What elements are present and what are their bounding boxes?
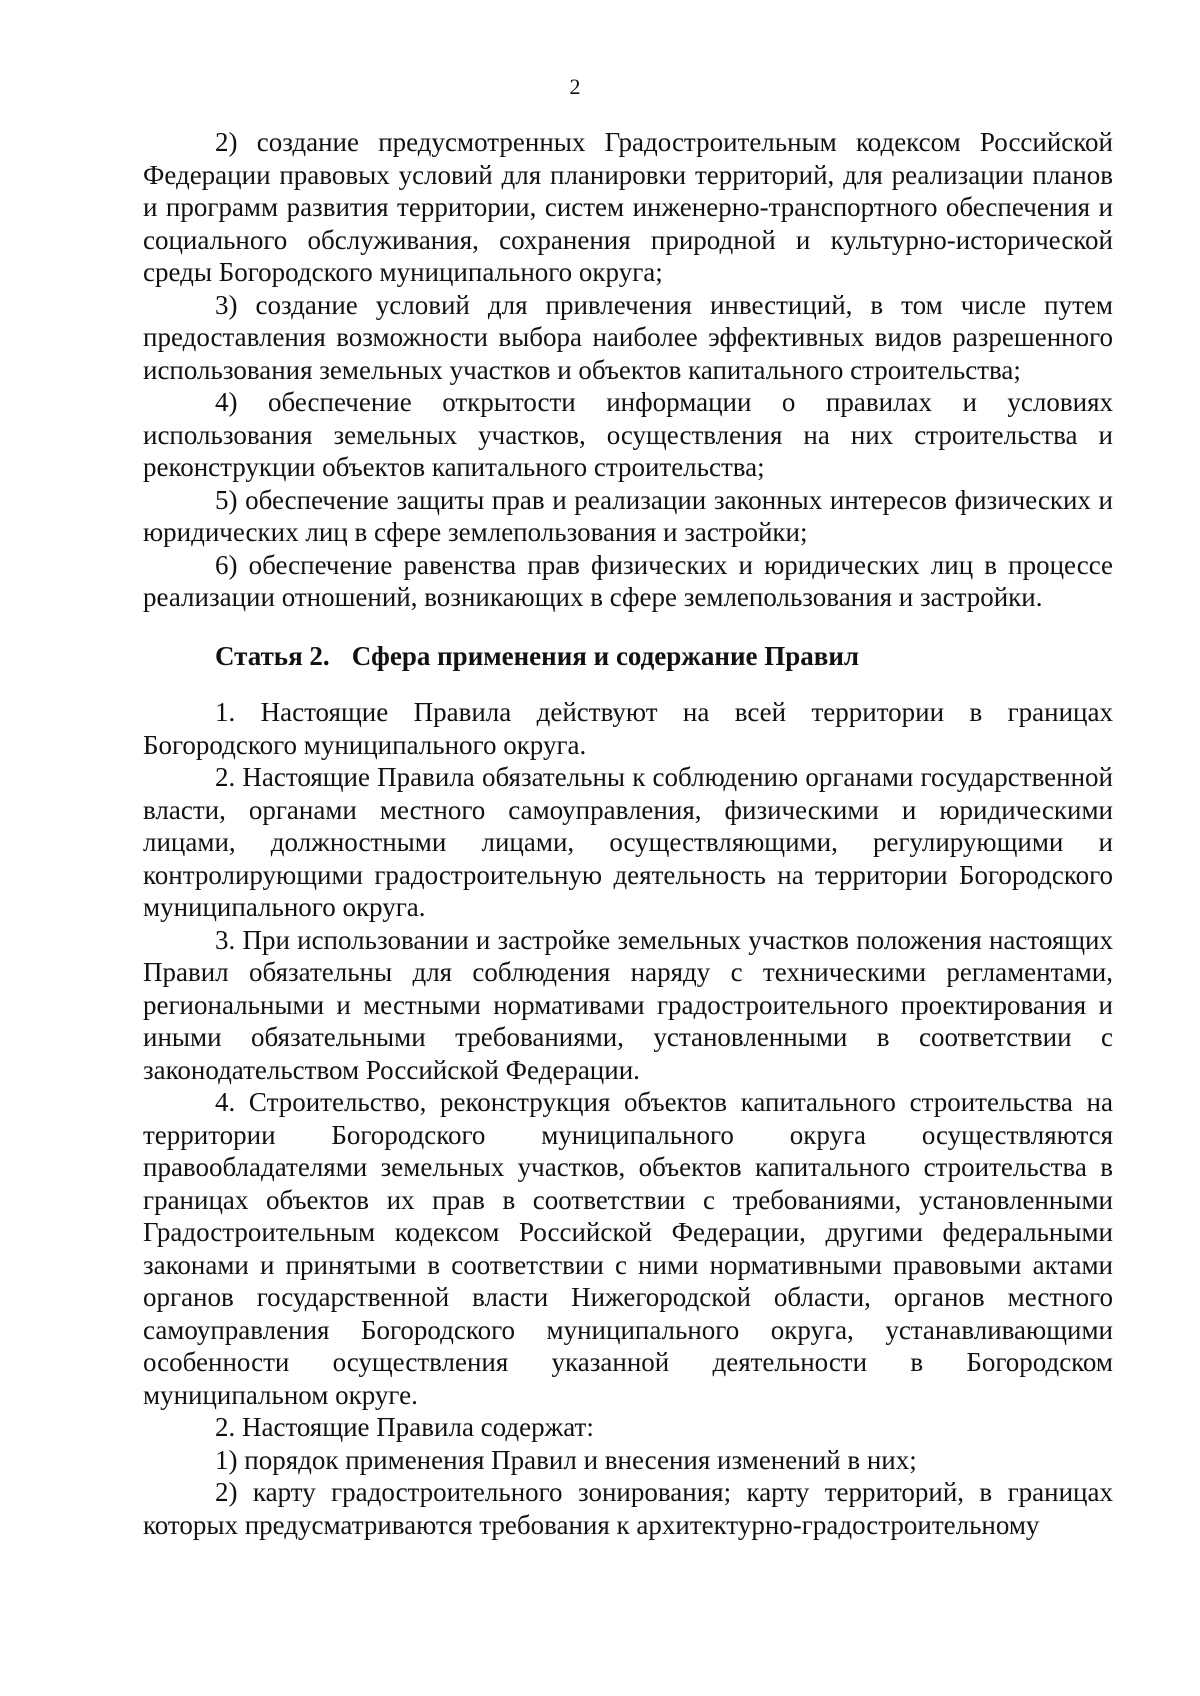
- article-paragraph-3: 3. При использовании и застройке земельных участков положения настоящих Правил обязательны для соблюдения наряду с техническими регламентами, региональными и местными нормативами градостроительного проектирования и иными обязательными требованиями, установленными в соответствии с законодательством Российской Федерации.: [143, 924, 1113, 1085]
- document-body: [143, 126, 1113, 1541]
- list-item-goal-2: 2) создание предусмотренных Градостроительным кодексом Российской Федерации правовых условий для планировки территорий, для реализации планов и программ развития территории, систем инженерно-транспортного обеспечения и социального обслуживания, сохранения природной и культурно-исторической среды Богородского муниципального округа;: [143, 127, 1113, 287]
- article-heading: [143, 640, 1113, 673]
- list-item-goal-4: 4) обеспечение открытости информации о правилах и условиях использования земельных участков, осуществления на них строительства и реконструкции объектов капитального строительства;: [143, 387, 1113, 482]
- article-number: Статья 2.: [215, 640, 330, 671]
- list-item-goal-5: 5) обеспечение защиты прав и реализации законных интересов физических и юридических лиц в сфере землепользования и застройки;: [143, 484, 1113, 547]
- article-title: Сфера применения и содержание Правил: [351, 640, 860, 671]
- contents-item-1: 1) порядок применения Правил и внесения изменений в них;: [215, 1444, 917, 1475]
- page-number: 2: [569, 74, 581, 99]
- article-paragraph-2: 2. Настоящие Правила обязательны к соблюдению органами государственной власти, органами местного самоуправления, физическими и юридическими лицами, должностными лицами, осуществляющими, регулирующими и контролирующими градостроительную деятельность на территории Богородского муниципального округа.: [143, 762, 1113, 922]
- list-item-goal-6: 6) обеспечение равенства прав физических и юридических лиц в процессе реализации отношений, возникающих в сфере землепользования и застройки.: [143, 549, 1113, 612]
- article-paragraph-contents: 2. Настоящие Правила содержат:: [215, 1412, 594, 1442]
- list-item-goal-3: 3) создание условий для привлечения инвестиций, в том числе путем предоставления возможности выбора наиболее эффективных видов разрешенного использования земельных участков и объектов капитального строительства;: [143, 289, 1113, 385]
- article-paragraph-4: 4. Строительство, реконструкция объектов капитального строительства на территории Богородского муниципального округа осуществляются правообладателями земельных участков, объектов капитального строительства в границах объектов их прав в соответствии с требованиями, установленными Градостроительным кодексом Российской Федерации, другими федеральными законами и принятыми в соответствии с ними нормативными правовыми актами органов государственной власти Нижегородской области, органов местного самоуправления Богородского муниципального округа, устанавливающими особенности осуществления указанной деятельности в Богородском муниципальном округе.: [143, 1087, 1113, 1410]
- contents-item-2: 2) карту градостроительного зонирования; карту территорий, в границах которых предусматриваются требования к архитектурно-градостроительному: [143, 1477, 1113, 1540]
- article-paragraph-1: 1. Настоящие Правила действуют на всей территории в границах Богородского муниципального округа.: [143, 697, 1113, 760]
